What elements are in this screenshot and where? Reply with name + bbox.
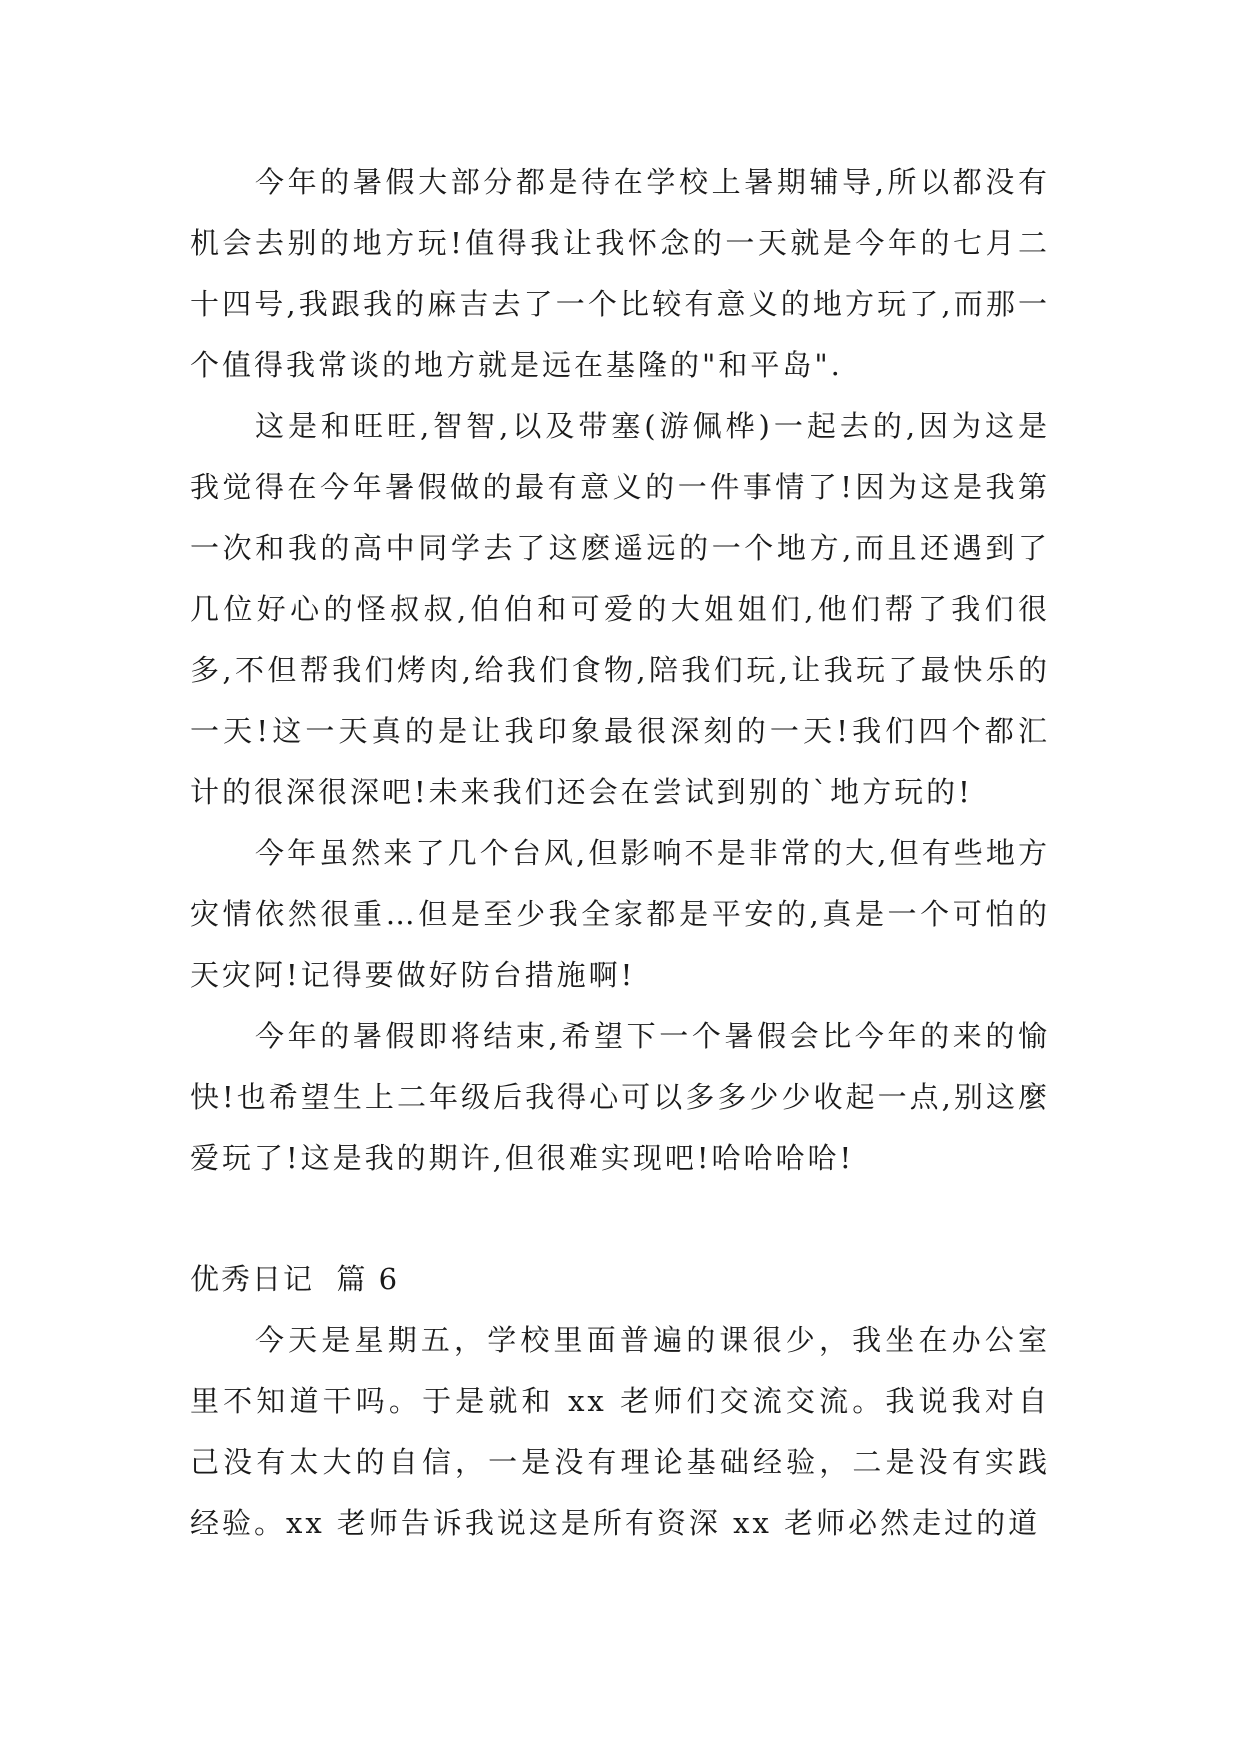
section-heading: 优秀日记 篇 6 [190, 1262, 400, 1296]
paragraph-1: 今年的暑假大部分都是待在学校上暑期辅导,所以都没有机会去别的地方玩!值得我让我怀念的一天就是今年的七月二十四号,我跟我的麻吉去了一个比较有意义的地方玩了,而那一个值得我常谈的地方就是远在基隆的"和平岛". [190, 165, 1050, 382]
paragraph-4: 今年的暑假即将结束,希望下一个暑假会比今年的来的愉快!也希望生上二年级后我得心可以多多少少收起一点,别这麼爱玩了!这是我的期许,但很难实现吧!哈哈哈哈! [190, 1019, 1050, 1175]
paragraph-3: 今年虽然来了几个台风,但影响不是非常的大,但有些地方灾情依然很重…但是至少我全家都是平安的,真是一个可怕的天灾阿!记得要做好防台措施啊! [190, 836, 1050, 992]
paragraph-2: 这是和旺旺,智智,以及带塞(游佩桦)一起去的,因为这是我觉得在今年暑假做的最有意义的一件事情了!因为这是我第一次和我的高中同学去了这麽遥远的一个地方,而且还遇到了几位好心的怪叔叔,伯伯和可爱的大姐姐们,他们帮了我们很多,不但帮我们烤肉,给我们食物,陪我们玩,让我玩了最快乐的一天!这一天真的是让我印象最很深刻的一天!我们四个都汇计的很深很深吧!未来我们还会在尝试到别的`地方玩的! [190, 409, 1050, 809]
section-paragraph-1: 今天是星期五，学校里面普遍的课很少，我坐在办公室里不知道干吗。于是就和 xx 老师们交流交流。我说我对自己没有太大的自信，一是没有理论基础经验，二是没有实践经验。xx 老师告诉我说这是所有资深 xx 老师必然走过的道 [190, 1323, 1050, 1540]
document-body [190, 152, 1050, 1554]
